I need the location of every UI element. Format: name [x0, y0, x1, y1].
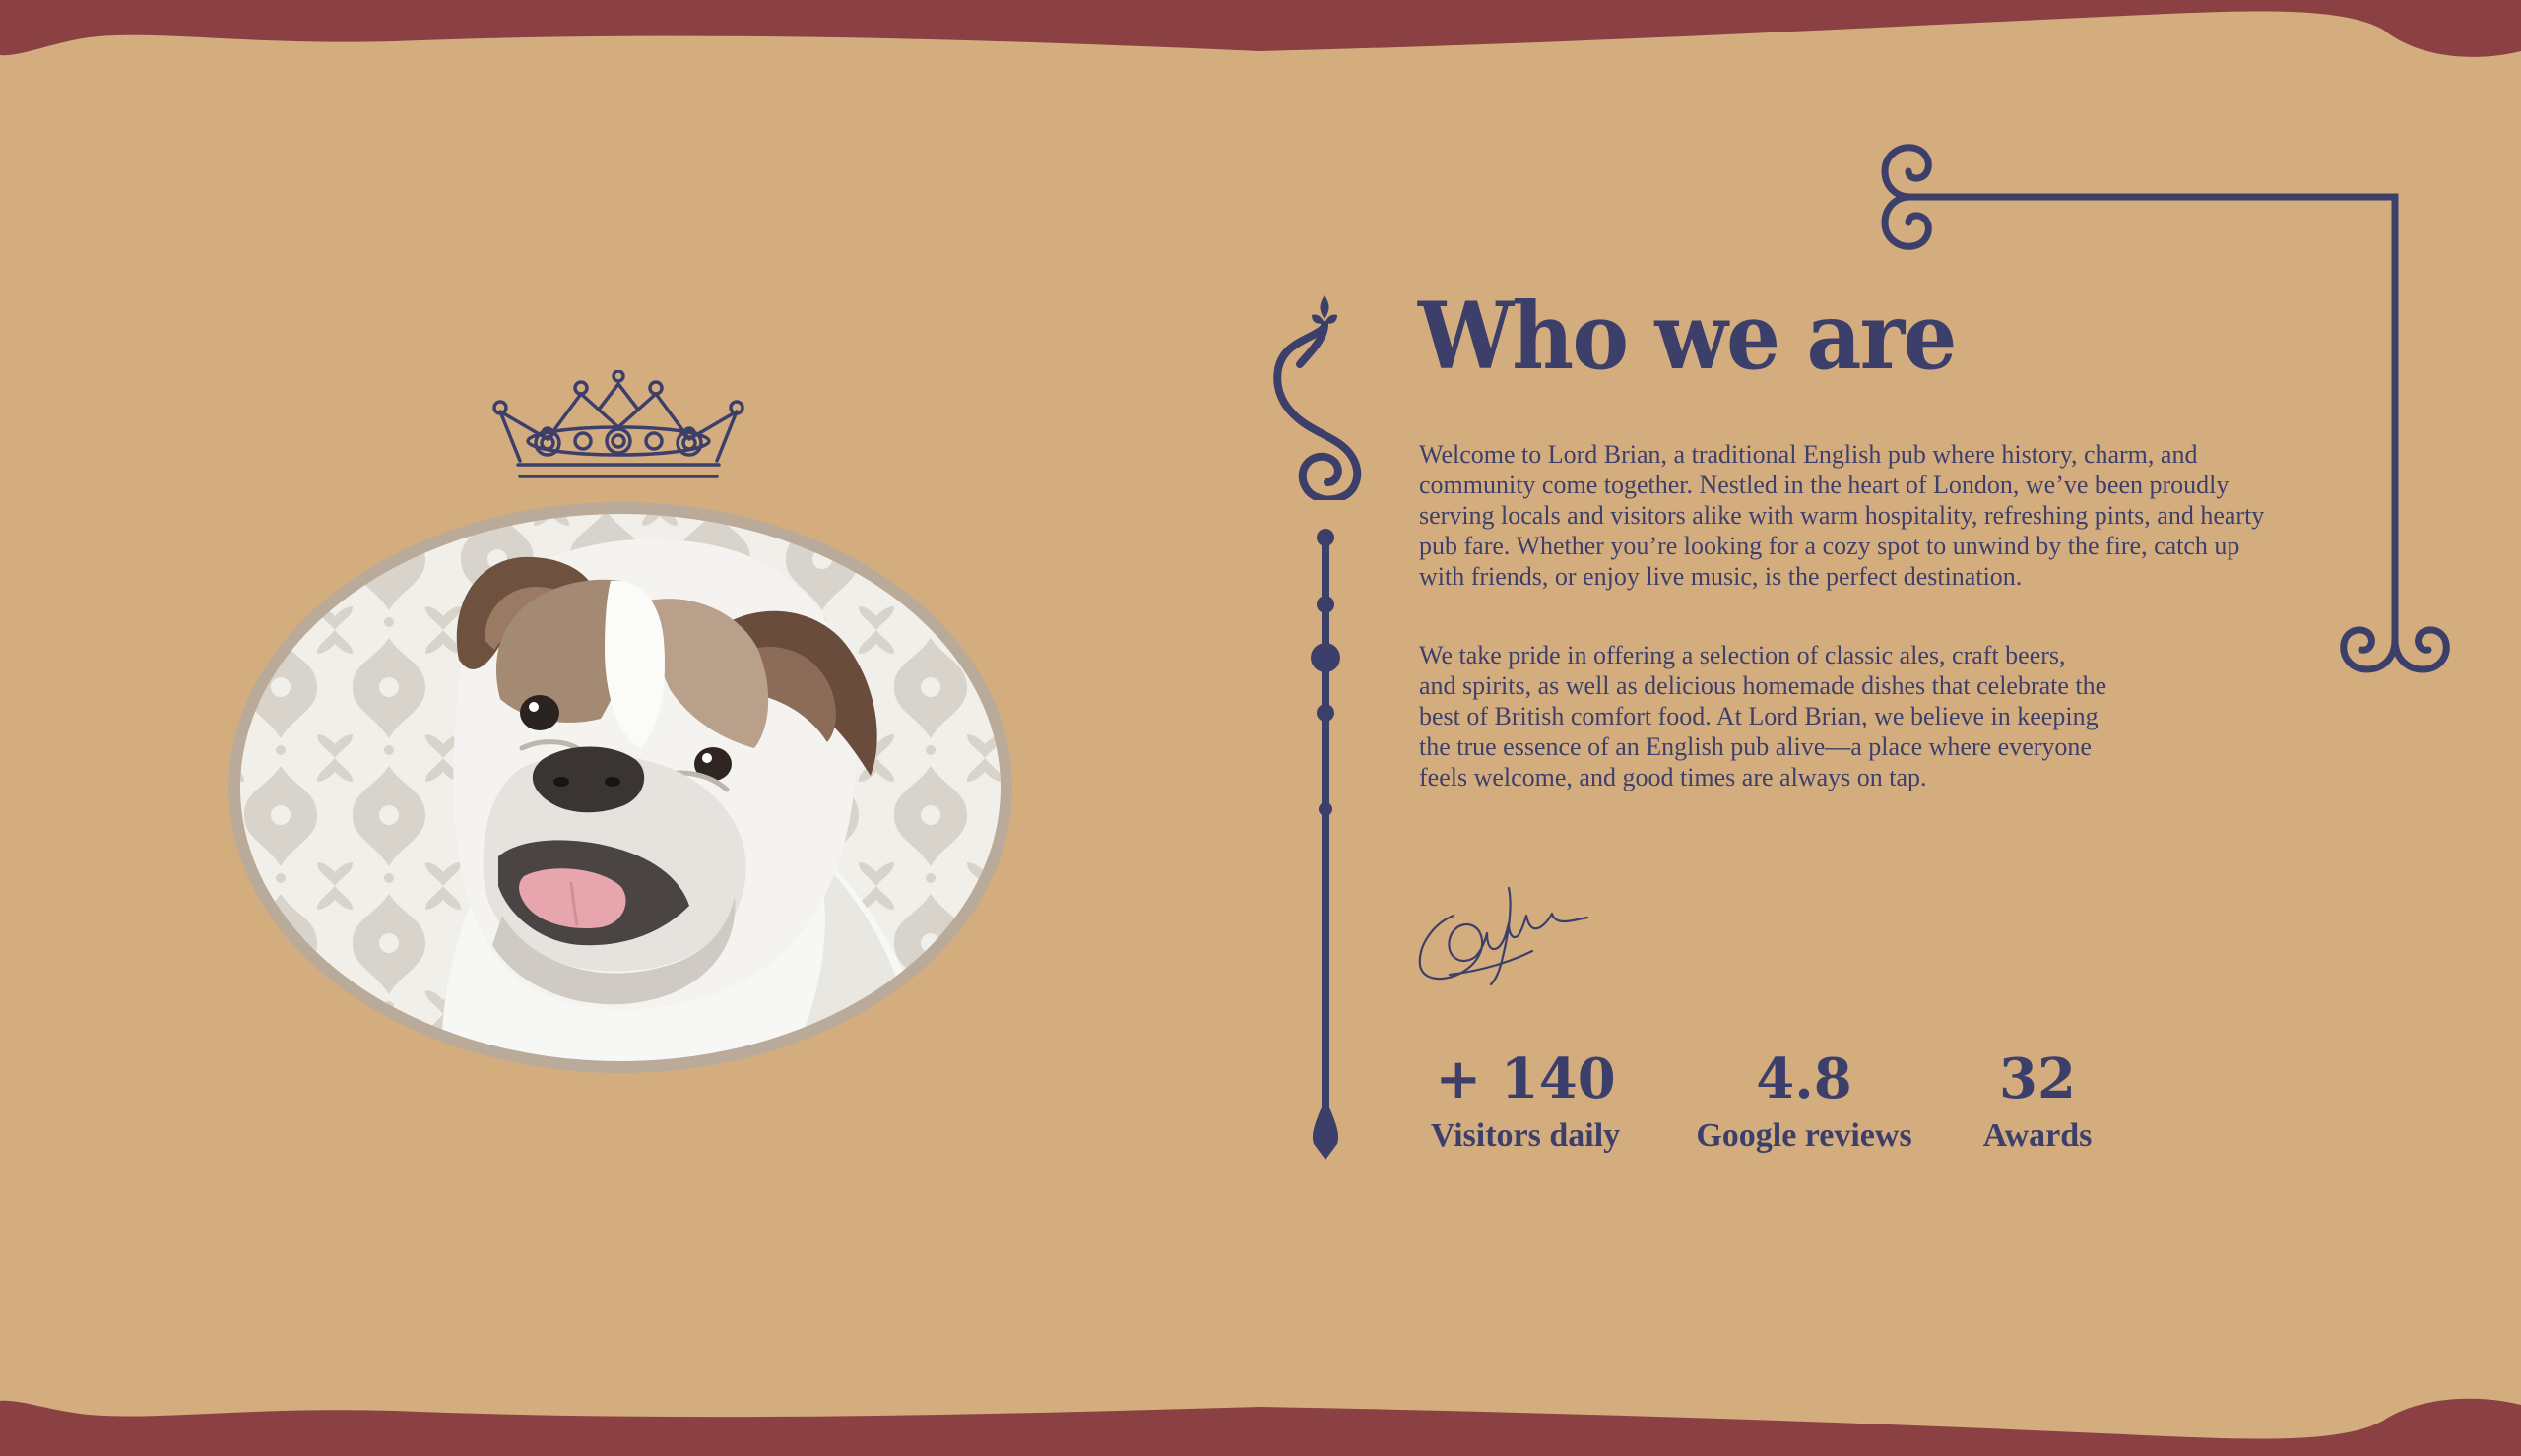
crown-icon	[490, 370, 746, 478]
stat-reviews-label: Google reviews	[1696, 1117, 1912, 1154]
stat-visitors-label: Visitors daily	[1430, 1117, 1621, 1154]
ornament-spiral-icon	[1270, 293, 1379, 500]
section-title: Who we are	[1418, 283, 1956, 391]
stat-visitors-value: + 140	[1435, 1046, 1616, 1111]
top-wave-banner	[0, 0, 2521, 98]
stat-reviews	[1676, 1044, 1932, 1158]
bulldog-portrait	[226, 502, 1014, 1087]
stat-awards-value: 32	[1999, 1046, 2076, 1111]
signature-icon	[1414, 876, 1591, 986]
stat-awards	[1970, 1044, 2105, 1158]
ornament-frame-icon	[1871, 136, 2462, 717]
ornament-rod-icon	[1298, 528, 1353, 1162]
pride-paragraph: We take pride in offering a selection of classic ales, craft beers, and spirits, as well as delicious homemade dishes that celebrate the best of British comfort food. At Lord Brian, we believe in keeping the true essence of an English pub alive—a place where everyone feels welcome, and good times are always on tap.	[1419, 641, 2107, 791]
bottom-wave-banner	[0, 1358, 2521, 1456]
stat-awards-label: Awards	[1982, 1117, 2093, 1154]
stat-reviews-value: 4.8	[1756, 1046, 1852, 1111]
stat-visitors	[1418, 1044, 1633, 1158]
intro-paragraph: Welcome to Lord Brian, a traditional English pub where history, charm, and community come together. Nestled in the heart of London, we’ve been proudly serving locals and visitors alike with warm hospitality, refreshing pints, and hearty pub fare. Whether you’re looking for a cozy spot to unwind by the fire, catch up with friends, or enjoy live music, is the perfect destination.	[1419, 440, 2265, 591]
